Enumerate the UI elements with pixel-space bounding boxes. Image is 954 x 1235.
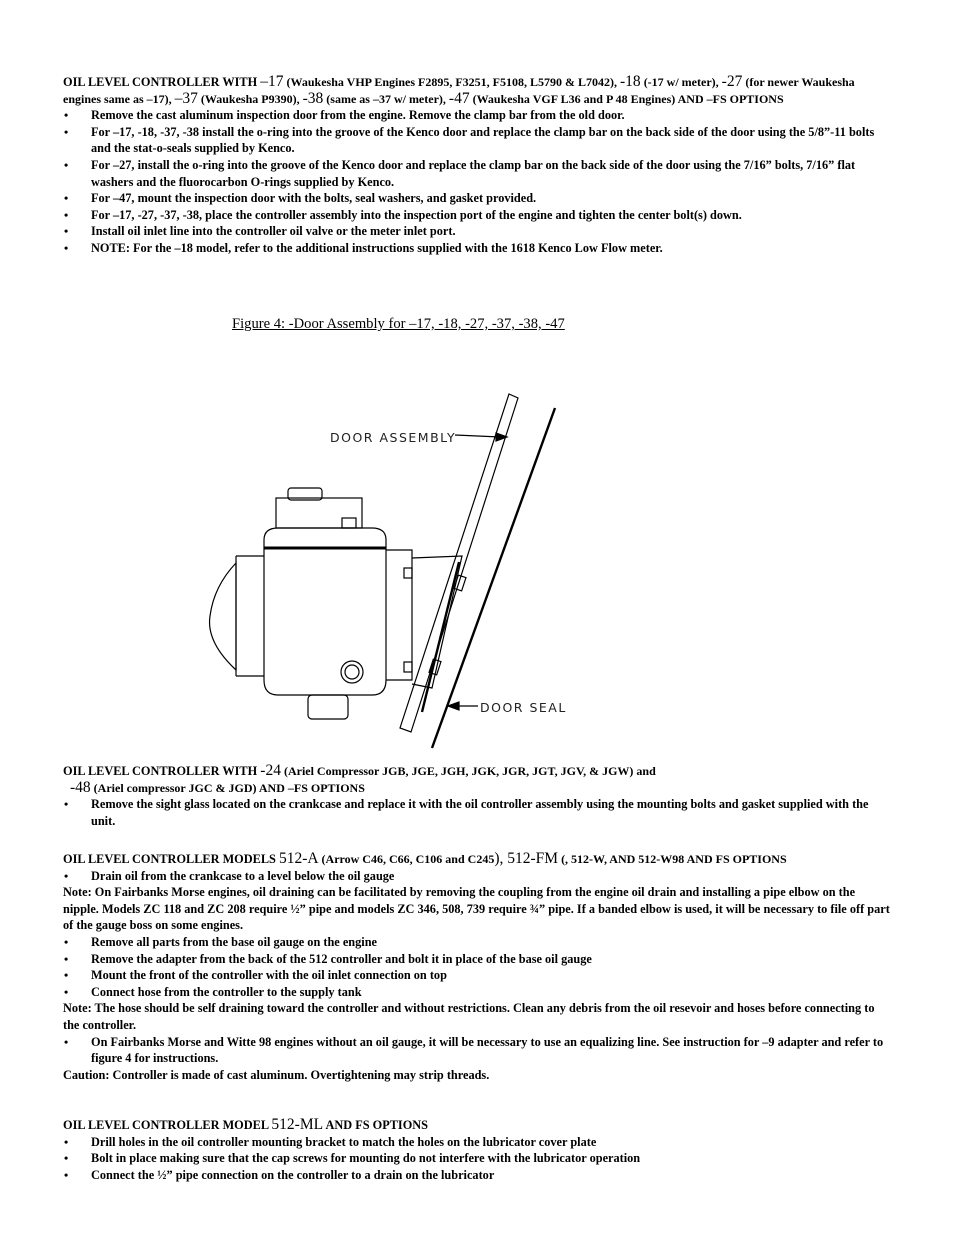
controller-top-cap: [276, 498, 362, 528]
heading-text: (Waukesha VGF L36 and P 48 Engines) AND –FS OPTIONS: [469, 91, 784, 106]
list-item: • Connect hose from the controller to the supply tank: [63, 984, 893, 1001]
heading-text: AND FS OPTIONS: [323, 1118, 428, 1132]
model-number: -27: [721, 73, 743, 90]
instruction-list: [63, 1134, 893, 1184]
bottom-drain: [308, 695, 348, 719]
section-heading-waukesha: [63, 74, 893, 107]
figure-caption: Figure 4: -Door Assembly for –17, -18, -27, -37, -38, -47: [232, 316, 565, 332]
heading-text: OIL LEVEL CONTROLLER MODEL: [63, 1118, 272, 1132]
model-number: -24: [260, 762, 281, 779]
door-assembly-figure: [200, 380, 580, 760]
list-item: • Bolt in place making sure that the cap screws for mounting do not interfere with the lubricator operation: [63, 1150, 893, 1167]
model-number: -48: [70, 778, 91, 796]
section-heading-512: [63, 851, 893, 868]
instruction-list: [63, 934, 893, 1000]
heading-text: (-17 w/ meter),: [640, 75, 722, 89]
instruction-list: [63, 796, 893, 829]
label-door-assembly: DOOR ASSEMBLY: [330, 430, 457, 445]
list-item: • On Fairbanks Morse and Witte 98 engines without an oil gauge, it will be necessary to use an equalizing line. See instruction for –9 adapter and refer to figure 4 for instructions.: [63, 1034, 893, 1067]
model-number: -38: [302, 89, 324, 107]
heading-text: (Ariel compressor JGC & JGD) AND –FS OPTIONS: [90, 780, 365, 795]
heading-text: OIL LEVEL CONTROLLER WITH: [63, 75, 261, 89]
list-item: • Mount the front of the controller with the oil inlet connection on top: [63, 967, 893, 984]
top-small-fitting: [342, 518, 356, 528]
section-ariel: [63, 763, 893, 829]
list-item: • Remove the sight glass located on the crankcase and replace it with the oil controller assembly using the mounting bolts and gasket supplied with the unit.: [63, 796, 893, 829]
heading-text: (Ariel Compressor JGB, JGE, JGH, JGK, JGR, JGT, JGV, & JGW) and: [280, 764, 656, 778]
heading-text: (Waukesha VHP Engines F2895, F3251, F5108, L5790 & L7042),: [283, 75, 621, 89]
section-512-ml: [63, 1117, 893, 1183]
list-item: • For –17, -18, -37, -38 install the o-ring into the groove of the Kenco door and replace the clamp bar on the back side of the door using the 5/8”-11 bolts and the stat-o-seals supplied by Kenco.: [63, 124, 893, 157]
list-item: • Connect the ½” pipe connection on the controller to a drain on the lubricator: [63, 1167, 893, 1184]
note-text: Note: The hose should be self draining toward the controller and without restrictions. Clean any debris from the oil resevoir and hoses before connecting to the controller.: [63, 1001, 875, 1032]
list-item: • For –47, mount the inspection door with the bolts, seal washers, and gasket provided.: [63, 190, 893, 207]
heading-text: (same as –37 w/ meter),: [323, 91, 449, 106]
heading-text: OIL LEVEL CONTROLLER MODELS: [63, 852, 279, 866]
note-text: Note: On Fairbanks Morse engines, oil draining can be facilitated by removing the coupling from the engine oil drain and installing a pipe elbow on the nipple. Models ZC 118 and ZC 208 require ½” pipe and models ZC 346, 508, 739 require ¾” pipe. If a banded elbow is used, it will be necessary to file off part of the gauge boss on some engines.: [63, 885, 890, 933]
list-item: • Remove the adapter from the back of the 512 controller and bolt it in place of the base oil gauge: [63, 951, 893, 968]
section-heading-512-ml: [63, 1117, 893, 1134]
heading-text: (for newer Waukesha engines same as –17),: [63, 75, 855, 106]
model-number: -18: [620, 73, 641, 90]
model-number: 512-A: [278, 850, 319, 867]
list-item: • For –27, install the o-ring into the groove of the Kenco door and replace the clamp bar on the back side of the door using the 7/16” bolts, 7/16” flat washers and the fluorocarbon O-rings supplied by Kenco.: [63, 157, 893, 190]
door-adapter: [386, 550, 412, 680]
side-cover: [210, 563, 236, 670]
model-number: -47: [448, 89, 470, 107]
list-item: • For –17, -27, -37, -38, place the controller assembly into the inspection port of the engine and tighten the center bolt(s) down.: [63, 207, 893, 224]
section-512: [63, 851, 893, 1083]
controller-body: [264, 528, 386, 695]
door-seal-line: [432, 408, 555, 748]
heading-text: (Arrow C46, C66, C106 and C245: [318, 852, 495, 866]
model-number: 512-ML: [271, 1116, 324, 1133]
instruction-list: [63, 868, 893, 885]
model-number: –37: [174, 89, 198, 107]
label-door-seal: DOOR SEAL: [480, 700, 567, 715]
heading-text: (Waukesha P9390),: [197, 91, 303, 106]
caution-text: Caution: Controller is made of cast aluminum. Overtightening may strip threads.: [63, 1067, 490, 1082]
instruction-list: [63, 1034, 893, 1067]
list-item: • Drain oil from the crankcase to a level below the oil gauge: [63, 868, 893, 885]
section-waukesha: [63, 74, 893, 257]
list-item: • Remove the cast aluminum inspection door from the engine. Remove the clamp bar from the old door.: [63, 107, 893, 124]
instruction-list: [63, 107, 893, 256]
heading-text: OIL LEVEL CONTROLLER WITH: [63, 764, 261, 778]
model-number: –17: [260, 73, 284, 90]
section-heading-ariel: [63, 763, 893, 780]
section-heading-ariel-line2: [63, 780, 893, 797]
oil-inlet-port: [341, 661, 363, 683]
list-item: • Drill holes in the oil controller mounting bracket to match the holes on the lubricator cover plate: [63, 1134, 893, 1151]
list-item: • Remove all parts from the base oil gauge on the engine: [63, 934, 893, 951]
list-item: • Install oil inlet line into the controller oil valve or the meter inlet port.: [63, 223, 893, 240]
list-item: • NOTE: For the –18 model, refer to the additional instructions supplied with the 1618 Kenco Low Flow meter.: [63, 240, 893, 257]
model-number: ), 512-FM: [494, 850, 559, 867]
heading-text: (, 512-W, AND 512-W98 AND FS OPTIONS: [558, 852, 787, 866]
